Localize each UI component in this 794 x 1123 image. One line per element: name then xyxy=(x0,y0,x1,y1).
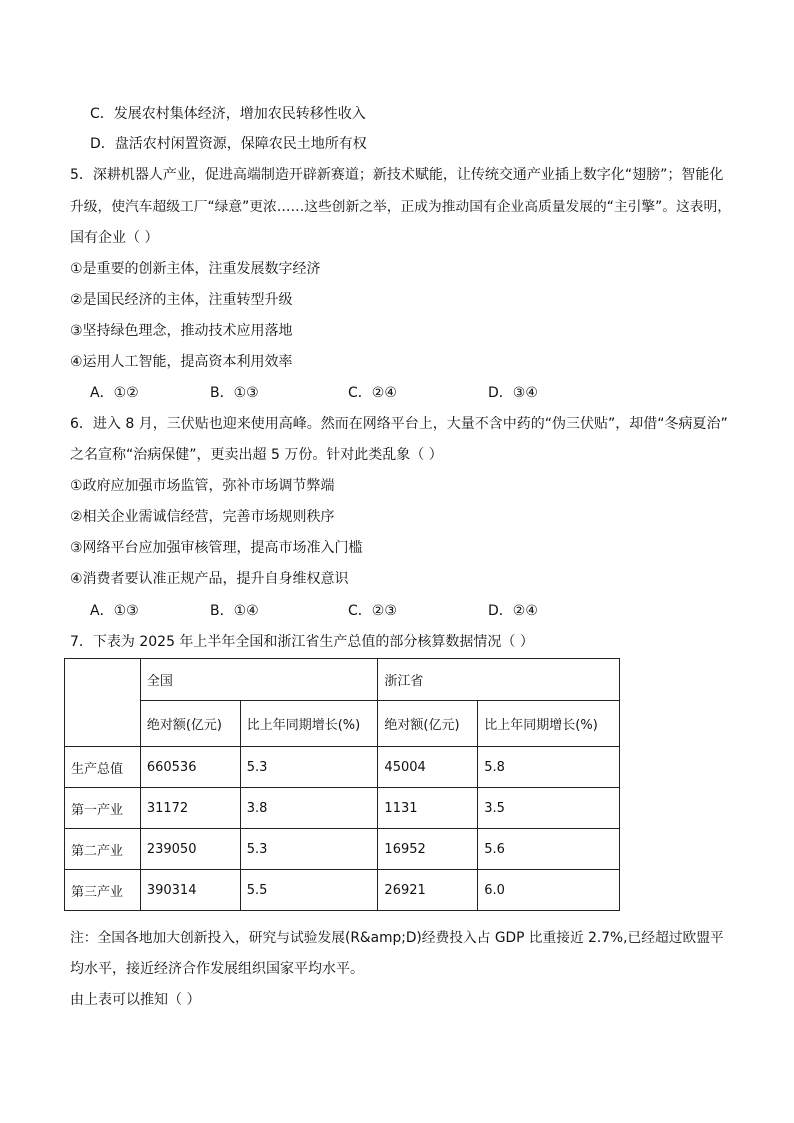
q5-item-4: ④运用人工智能，提高资本利用效率 xyxy=(70,354,293,370)
q5-stem-line-2: 升级，使汽车超级工厂“绿意”更浓……这些创新之举，正成为推动国有企业高质量发展的“主引擎”。这表明， xyxy=(70,199,731,215)
table-group-header-zhejiang: 浙江省 xyxy=(378,659,620,701)
table-row xyxy=(65,870,620,911)
q7-note-line-2: 均水平，接近经济合作发展组织国家平均水平。 xyxy=(70,961,364,977)
table-row-label: 第一产业 xyxy=(65,788,141,829)
q5-option-c[interactable]: C．②④ xyxy=(348,385,397,401)
table-cell: 6.0 xyxy=(478,870,620,911)
q6-option-b[interactable]: B．①④ xyxy=(210,603,259,619)
table-group-header-row xyxy=(65,659,620,701)
q5-item-3: ③坚持绿色理念，推动技术应用落地 xyxy=(70,323,293,339)
q5-item-2: ②是国民经济的主体，注重转型升级 xyxy=(70,292,293,308)
table-row xyxy=(65,747,620,788)
table-cell: 5.3 xyxy=(240,829,378,870)
table-cell: 16952 xyxy=(378,829,478,870)
table-cell: 3.5 xyxy=(478,788,620,829)
table-cell: 660536 xyxy=(140,747,240,788)
table-sub-header: 绝对额(亿元) xyxy=(378,701,478,747)
table-row-label: 生产总值 xyxy=(65,747,141,788)
q6-item-1: ①政府应加强市场监管，弥补市场调节弊端 xyxy=(70,478,335,494)
q4-option-c: C．发展农村集体经济，增加农民转移性收入 xyxy=(90,106,366,122)
q6-item-2: ②相关企业需诚信经营，完善市场规则秩序 xyxy=(70,509,335,525)
q6-item-4: ④消费者要认准正规产品，提升自身维权意识 xyxy=(70,571,349,587)
q5-option-a[interactable]: A．①② xyxy=(90,385,139,401)
table-cell: 5.6 xyxy=(478,829,620,870)
table-row xyxy=(65,829,620,870)
q6-stem-line-1: 6．进入 8 月，三伏贴也迎来使用高峰。然而在网络平台上，大量不含中药的“伪三伏贴”，却借“冬病夏治” xyxy=(70,416,728,432)
table-sub-header: 比上年同期增长(%) xyxy=(478,701,620,747)
table-row-label: 第三产业 xyxy=(65,870,141,911)
q5-option-d[interactable]: D．③④ xyxy=(488,385,538,401)
q5-options xyxy=(0,383,794,403)
table-sub-header-row xyxy=(65,701,620,747)
table-cell: 45004 xyxy=(378,747,478,788)
table-row xyxy=(65,788,620,829)
table-cell: 5.3 xyxy=(240,747,378,788)
table-cell: 5.8 xyxy=(478,747,620,788)
table-cell: 1131 xyxy=(378,788,478,829)
q5-stem-line-1: 5．深耕机器人产业，促进高端制造开辟新赛道；新技术赋能，让传统交通产业插上数字化“翅膀”；智能化 xyxy=(70,167,724,183)
q6-options xyxy=(0,601,794,621)
q7-note-line-1: 注：全国各地加大创新投入，研究与试验发展(R&amp;D)经费投入占 GDP 比重接近 2.7%,已经超过欧盟平 xyxy=(70,930,724,946)
q5-option-b[interactable]: B．①③ xyxy=(210,385,259,401)
table-cell: 390314 xyxy=(140,870,240,911)
q7-stem: 7．下表为 2025 年上半年全国和浙江省生产总值的部分核算数据情况（ ） xyxy=(70,634,534,650)
table-cell: 31172 xyxy=(140,788,240,829)
gdp-table xyxy=(64,658,620,911)
q5-stem-line-3: 国有企业（ ） xyxy=(70,230,159,246)
q4-option-d: D．盘活农村闲置资源，保障农民土地所有权 xyxy=(90,136,367,152)
q5-item-1: ①是重要的创新主体，注重发展数字经济 xyxy=(70,261,321,277)
table-group-header-national: 全国 xyxy=(140,659,378,701)
table-cell: 26921 xyxy=(378,870,478,911)
q6-stem-line-2: 之名宣称“治病保健”，更卖出超 5 万份。针对此类乱象（ ） xyxy=(70,447,443,463)
q6-option-a[interactable]: A．①③ xyxy=(90,603,139,619)
q6-item-3: ③网络平台应加强审核管理，提高市场准入门槛 xyxy=(70,540,363,556)
table-sub-header: 比上年同期增长(%) xyxy=(240,701,378,747)
q6-option-c[interactable]: C．②③ xyxy=(348,603,397,619)
table-cell: 239050 xyxy=(140,829,240,870)
table-cell: 3.8 xyxy=(240,788,378,829)
q6-option-d[interactable]: D．②④ xyxy=(488,603,538,619)
table-row-label: 第二产业 xyxy=(65,829,141,870)
table-sub-header: 绝对额(亿元) xyxy=(140,701,240,747)
table-corner-cell xyxy=(65,659,141,747)
q7-ask: 由上表可以推知（ ） xyxy=(70,992,201,1008)
table-cell: 5.5 xyxy=(240,870,378,911)
